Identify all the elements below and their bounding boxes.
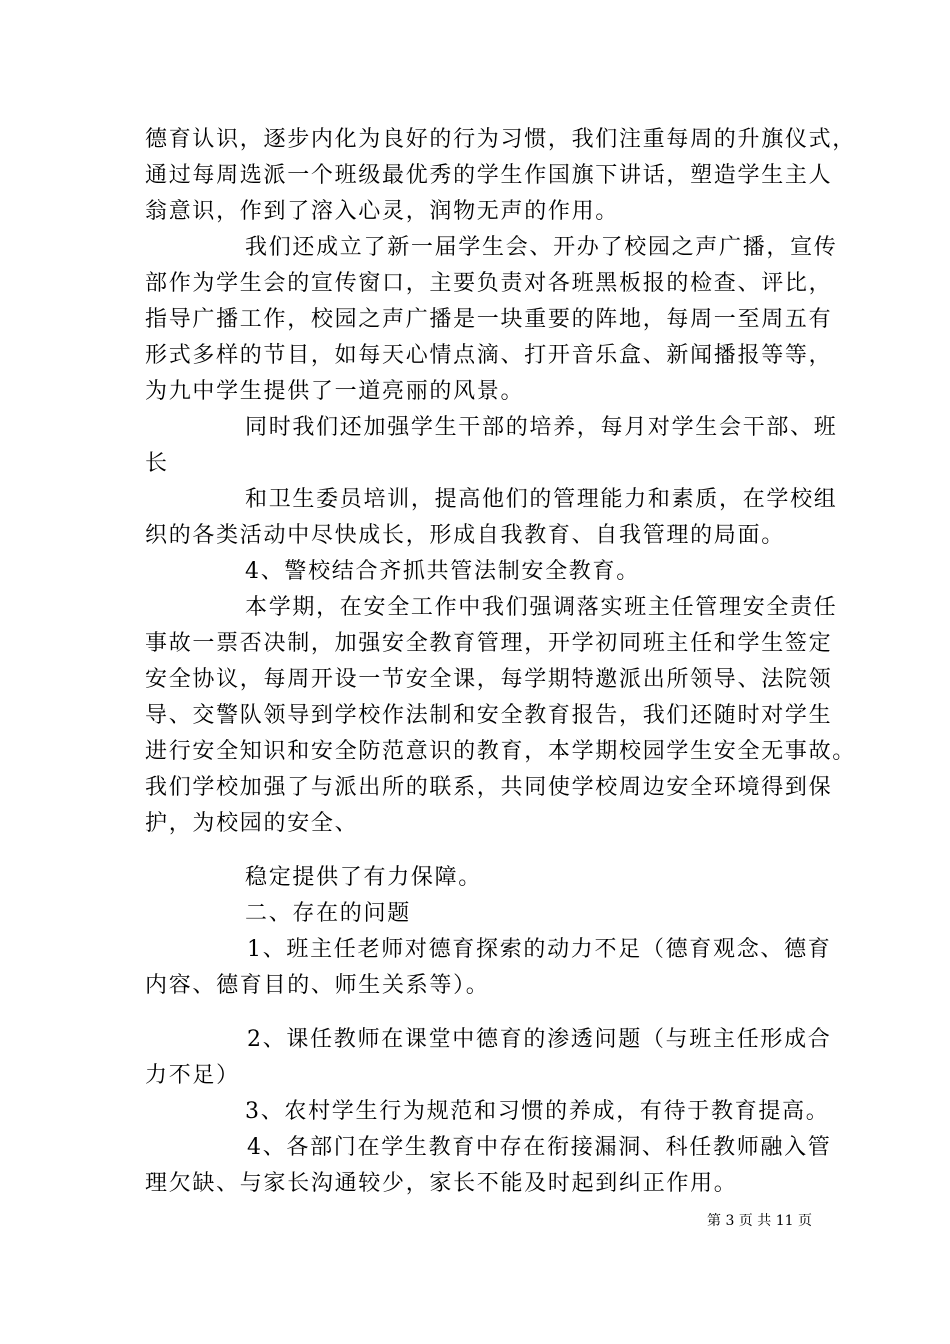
list-item-continuation: 内容、德育目的、师生关系等）。 xyxy=(145,973,490,998)
page-number: 第 3 页 共 11 页 xyxy=(707,1213,812,1229)
body-line: 护，为校园的安全、 xyxy=(145,811,359,836)
body-line: 事故一票否决制，加强安全教育管理，开学初同班主任和学生签定 xyxy=(145,631,833,656)
list-item: 3、农村学生行为规范和习惯的养成，有待于教育提高。 xyxy=(245,1099,830,1124)
body-line: 导、交警队领导到学校作法制和安全教育报告，我们还随时对学生 xyxy=(145,703,833,728)
body-line: 翁意识，作到了溶入心灵，润物无声的作用。 xyxy=(145,199,620,224)
body-line: 和卫生委员培训，提高他们的管理能力和素质，在学校组 xyxy=(245,487,838,512)
body-line: 德育认识，逐步内化为良好的行为习惯，我们注重每周的升旗仪式， xyxy=(145,127,857,152)
body-line: 安全协议，每周开设一节安全课，每学期特邀派出所领导、法院领 xyxy=(145,667,833,692)
body-line: 稳定提供了有力保障。 xyxy=(245,865,483,890)
body-line: 通过每周选派一个班级最优秀的学生作国旗下讲话，塑造学生主人 xyxy=(145,163,833,188)
body-line: 长 xyxy=(145,451,169,476)
body-line: 我们学校加强了与派出所的联系，共同使学校周边安全环境得到保 xyxy=(145,775,833,800)
body-line: 指导广播工作，校园之声广播是一块重要的阵地，每周一至周五有 xyxy=(145,307,833,332)
body-line: 我们还成立了新一届学生会、开办了校园之声广播，宣传 xyxy=(245,235,838,260)
list-item-continuation: 力不足） xyxy=(145,1063,240,1088)
list-item: 1、班主任老师对德育探索的动力不足（德育观念、德育 xyxy=(247,937,832,962)
list-item-continuation: 理欠缺、与家长沟通较少，家长不能及时起到纠正作用。 xyxy=(145,1171,738,1196)
list-item: 4、各部门在学生教育中存在衔接漏洞、科任教师融入管 xyxy=(247,1135,832,1160)
body-line: 织的各类活动中尽快成长，形成自我教育、自我管理的局面。 xyxy=(145,523,785,548)
body-line: 为九中学生提供了一道亮丽的风景。 xyxy=(145,379,525,404)
body-line: 形式多样的节目，如每天心情点滴、打开音乐盒、新闻播报等等， xyxy=(145,343,833,368)
body-line: 本学期，在安全工作中我们强调落实班主任管理安全责任 xyxy=(245,595,838,620)
body-line: 部作为学生会的宣传窗口，主要负责对各班黑板报的检查、评比， xyxy=(145,271,833,296)
list-item: 2、课任教师在课堂中德育的渗透问题（与班主任形成合 xyxy=(247,1027,832,1052)
body-line: 进行安全知识和安全防范意识的教育，本学期校园学生安全无事故。 xyxy=(145,739,857,764)
body-line: 同时我们还加强学生干部的培养，每月对学生会干部、班 xyxy=(245,415,838,440)
section-heading: 二、存在的问题 xyxy=(245,901,411,926)
section-heading: 4、警校结合齐抓共管法制安全教育。 xyxy=(245,559,640,584)
